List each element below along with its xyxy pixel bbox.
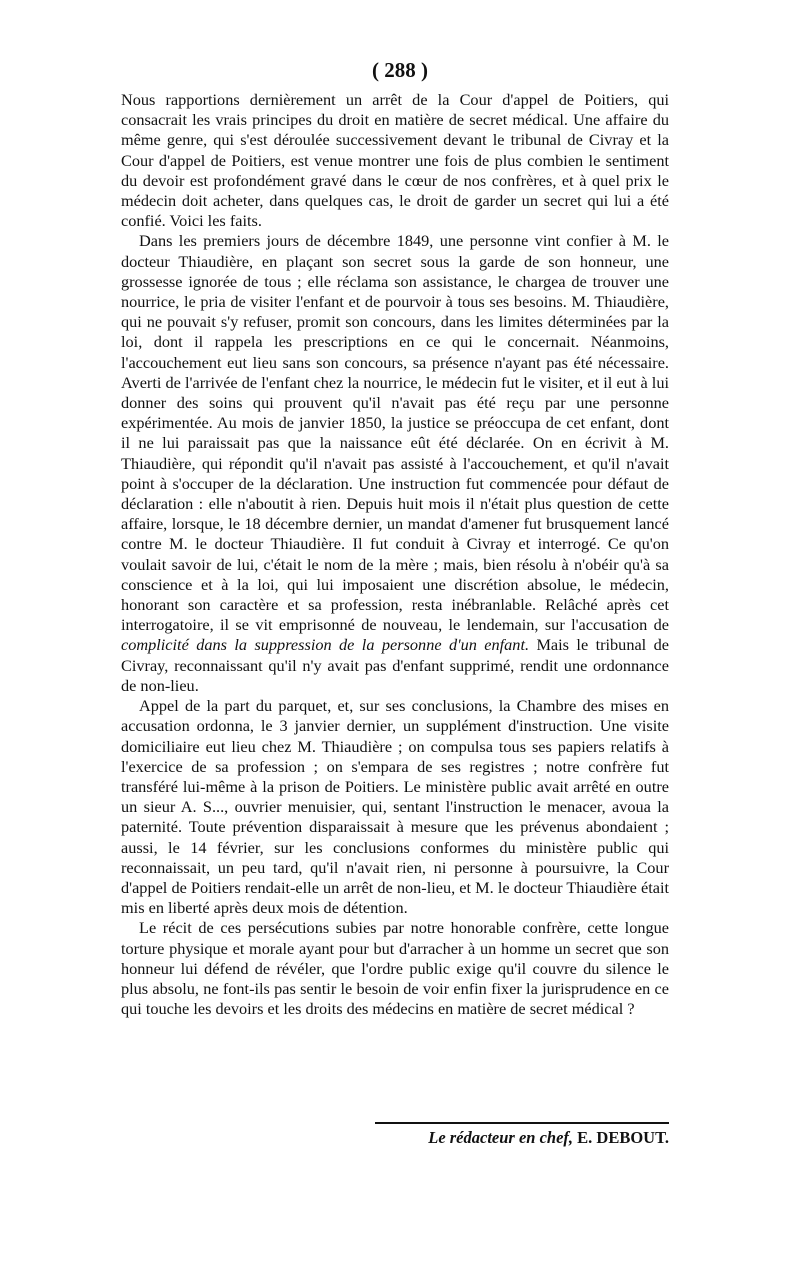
signature-name: E. DEBOUT. — [577, 1128, 669, 1147]
article-body — [121, 90, 669, 1019]
paragraph-4: Le récit de ces persécutions subies par notre honorable confrère, cette longue torture physique et morale ayant pour but d'arracher à un homme un secret que son honneur lui défend de révéler, que l'ordre public exige qu'il couvre du silence le plus absolu, ne font-ils pas sentir le besoin de voir enfin fixer la jurisprudence en ce qui touche les devoirs et les droits des médecins en matière de secret médical ? — [121, 918, 669, 1019]
paragraph-2-italic: complicité dans la suppression de la personne d'un enfant. — [121, 635, 530, 655]
paragraph-1: Nous rapportions dernièrement un arrêt de la Cour d'appel de Poitiers, qui consacrait les vrais principes du droit en matière de secret médical. Une affaire du même genre, qui s'est déroulée successivement devant le tribunal de Civray et la Cour d'appel de Poitiers, est venue montrer une fois de plus combien le sentiment du devoir est profondément gravé dans le cœur de nos confrères, et à quel prix le médecin doit acheter, dans quelques cas, le droit de garder un secret qui lui a été confié. Voici les faits. — [121, 90, 669, 231]
paragraph-3: Appel de la part du parquet, et, sur ses conclusions, la Chambre des mises en accusation ordonna, le 3 janvier dernier, un supplément d'instruction. Une visite domiciliaire eut lieu chez M. Thiaudière ; on compulsa tous ses papiers relatifs à l'exercice de sa profession ; on s'empara de ses registres ; notre confrère fut transféré lui-même à la prison de Poitiers. Le ministère public avait arrêté en outre un sieur A. S..., ouvrier menuisier, qui, sentant l'instruction le menacer, avoua la paternité. Toute prévention disparaissait à mesure que les prévenus abondaient ; aussi, le 14 février, sur les conclusions conformes du ministère public qui reconnaissait, un peu tard, qu'il n'avait rien, ni personne à poursuivre, la Cour d'appel de Poitiers rendait-elle un arrêt de non-lieu, et M. le docteur Thiaudière était mis en liberté après deux mois de détention. — [121, 696, 669, 918]
paragraph-2-text: Dans les premiers jours de décembre 1849, une personne vint confier à M. le docteur Thiaudière, en plaçant son secret sous la garde de son honneur, une grossesse ignorée de tous ; elle réclama son assistance, le chargea de trouver une nourrice, le pria de visiter l'enfant et de pourvoir à tous ses besoins. M. Thiaudière, qui ne pouvait s'y refuser, promit son concours, dans les limites déterminées par la loi, dont il rappela les prescriptions en ce qui le concernait. Néanmoins, l'accouchement eut lieu sans son concours, sa présence n'ayant pas été nécessaire. Averti de l'arrivée de l'enfant chez la nourrice, le médecin fut le visiter, et il eut à lui donner des soins qui prouvent qu'il n'avait pas été reçu par une personne expérimentée. Au mois de janvier 1850, la justice se préoccupa de cet enfant, dont il ne lui paraissait pas que la naissance eût été déclarée. On en écrivit à M. Thiaudière, qui répondit qu'il n'avait pas assisté à l'accouchement, et qu'il n'avait point à s'occuper de la déclaration. Une instruction fut commencée pour défaut de déclaration : elle n'aboutit à rien. Depuis huit mois il n'était plus question de cette affaire, lorsque, le 18 décembre dernier, un mandat d'amener fut brusquement lancé contre M. le docteur Thiaudière. Il fut conduit à Civray et interrogé. Ce qu'on voulait savoir de lui, c'était le nom de la mère ; mais, bien résolu à n'obéir qu'à sa conscience et à la loi, qui lui imposaient une discrétion absolue, le médecin, honorant son caractère et sa profession, resta inébranlable. Relâché après cet interrogatoire, il se vit emprisonné de nouveau, le lendemain, sur l'accusation de — [121, 231, 669, 635]
page-number: ( 288 ) — [372, 58, 428, 82]
signature-role: Le rédacteur en chef, — [428, 1128, 574, 1147]
paragraph-2 — [121, 231, 669, 696]
signature — [397, 1128, 669, 1148]
paragraph-2-end: Mais le tribunal de Civray, reconnaissant qu'il n'y avait pas d'enfant supprimé, rendit une ordonnance de non-lieu. — [121, 635, 669, 695]
signature-rule — [375, 1122, 669, 1124]
